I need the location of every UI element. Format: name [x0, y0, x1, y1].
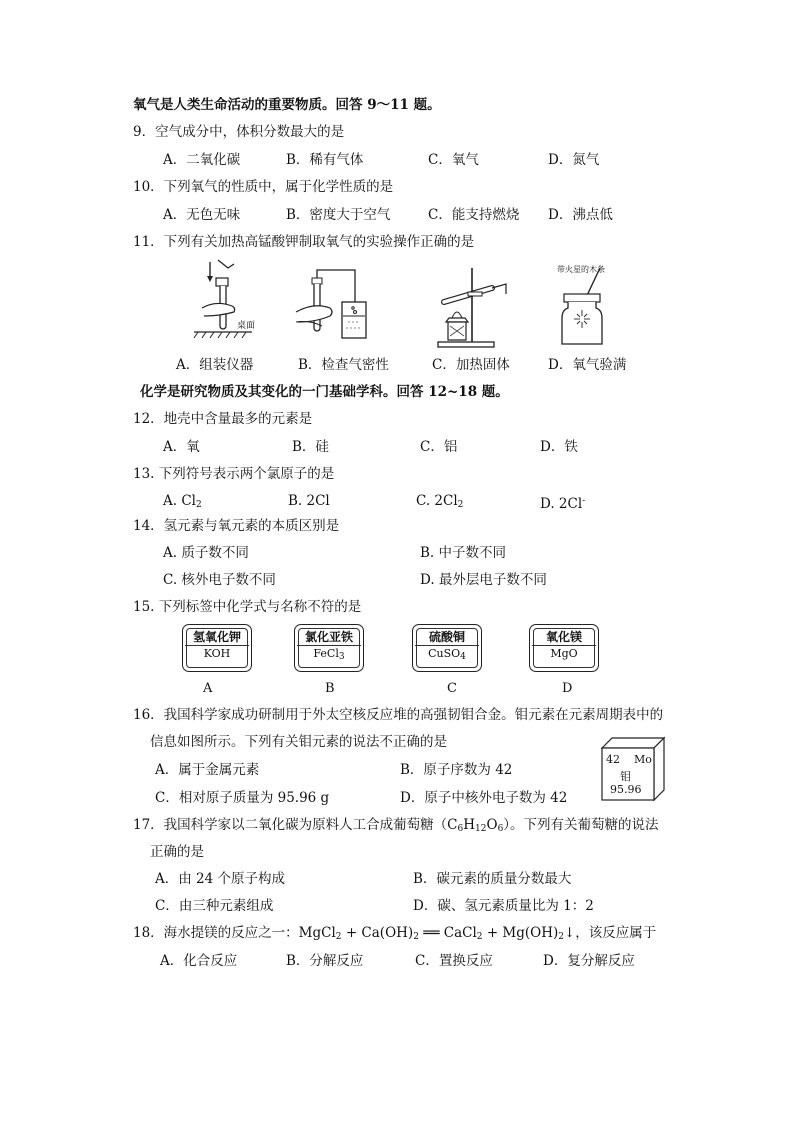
q18-option-d: D．复分解反应: [543, 953, 635, 969]
q14-option-a: A. 质子数不同: [163, 545, 249, 561]
section-intro-chemistry: 化学是研究物质及其变化的一门基础学科。回答 12~18 题。: [140, 384, 509, 400]
element-symbol: Mo: [634, 753, 652, 766]
q9-option-c: C．氧气: [428, 152, 479, 168]
q9-option-b: B．稀有气体: [286, 152, 364, 168]
question-16-stem-line1: 16．我国科学家成功研制用于外太空核反应堆的高强韧钼合金。钼元素在元素周期表中的: [133, 707, 664, 723]
question-12-stem: 12．地壳中含量最多的元素是: [133, 411, 313, 427]
q17-option-a: A．由 24 个原子构成: [155, 871, 286, 887]
reagent-label-d-name: 氧化镁: [545, 630, 582, 644]
q11-option-c: C．加热固体: [432, 357, 510, 373]
reagent-label-b: [294, 624, 364, 672]
q18-option-a: A．化合反应: [160, 953, 238, 969]
q16-option-a: A．属于金属元素: [155, 762, 260, 778]
figure-d-stick-label: 带火星的木条: [557, 265, 605, 274]
airtightness-check-figure: [288, 262, 368, 348]
q17-option-d: D．碳、氢元素质量比为 1：2: [413, 898, 594, 914]
q13-option-d: D. 2Cl-: [540, 496, 586, 512]
q11-option-a: A．组装仪器: [176, 357, 254, 373]
q10-option-b: B．密度大于空气: [286, 207, 391, 223]
section-intro-oxygen: 氧气是人类生命活动的重要物质。回答 9～11 题。: [133, 97, 441, 113]
q9-option-d: D．氮气: [548, 152, 600, 168]
q9-option-a: A．二氧化碳: [163, 152, 241, 168]
reagent-label-a-formula: KOH: [203, 647, 231, 660]
q17-option-c: C．由三种元素组成: [155, 898, 274, 914]
q10-option-d: D．沸点低: [548, 207, 613, 223]
apparatus-assembly-figure: [192, 256, 262, 348]
heating-solid-figure: [432, 264, 516, 350]
q16-option-b: B．原子序数为 42: [400, 762, 513, 778]
reagent-label-b-name: 氯化亚铁: [304, 630, 353, 644]
question-15-stem: 15. 下列标签中化学式与名称不符的是: [133, 599, 362, 615]
q12-option-a: A．氧: [163, 439, 200, 455]
question-16-stem-line2: 信息如图所示。下列有关钼元素的说法不正确的是: [150, 734, 447, 750]
reagent-label-a: [182, 624, 252, 672]
q13-option-c: C. $2Cl_2$: [416, 493, 464, 510]
q14-option-b: B. 中子数不同: [420, 545, 507, 561]
q11-option-b: B．检查气密性: [298, 357, 389, 373]
question-17-stem-line1: 17．我国科学家以二氧化碳为原料人工合成葡萄糖$(C_6H_{12}O_6)$。下列有关葡萄糖的说法: [133, 817, 659, 834]
q12-option-b: B．硅: [292, 439, 329, 455]
question-14-stem: 14．氢元素与氧元素的本质区别是: [133, 518, 340, 534]
question-18-stem: 18．海水提镁的反应之一：MgCl$_2$ + $Ca(OH)_2$ ══ CaCl$_2$ + $Mg(OH)_2↓$，该反应属于: [133, 925, 657, 942]
q18-option-b: B．分解反应: [286, 953, 364, 969]
q16-option-c: C．相对原子质量为 95.96 g: [155, 790, 330, 806]
question-9-stem: 9．空气成分中，体积分数最大的是: [133, 124, 345, 140]
figure-a-table-label: 桌面: [237, 321, 256, 331]
q10-option-c: C．能支持燃烧: [428, 207, 520, 223]
q13-option-b: B. 2Cl: [288, 493, 330, 509]
question-13-stem: 13. 下列符号表示两个氯原子的是: [133, 466, 335, 482]
element-atomic-number: 42: [606, 753, 620, 766]
reagent-label-d-formula: MgO: [550, 647, 578, 660]
q13-option-a: A. $Cl_2$: [163, 493, 202, 510]
reagent-label-c: [412, 624, 482, 672]
reagent-label-c-formula: CuSO$_4$: [428, 647, 466, 662]
label-letter-a: A: [203, 681, 213, 696]
q14-option-c: C. 核外电子数不同: [163, 572, 276, 588]
q12-option-d: D．铁: [540, 439, 578, 455]
question-17-stem-line2: 正确的是: [150, 844, 204, 860]
question-11-stem: 11．下列有关加热高锰酸钾制取氧气的实验操作正确的是: [133, 234, 475, 250]
q14-option-d: D. 最外层电子数不同: [420, 572, 547, 588]
label-letter-d: D: [562, 681, 573, 696]
question-10-stem: 10．下列氧气的性质中，属于化学性质的是: [133, 179, 394, 195]
reagent-label-a-name: 氢氧化钾: [192, 630, 241, 644]
reagent-label-c-name: 硫酸铜: [428, 630, 465, 644]
q18-option-c: C．置换反应: [415, 953, 493, 969]
element-name: 钼: [620, 770, 631, 783]
label-letter-c: C: [447, 681, 457, 696]
q16-option-d: D．原子中核外电子数为 42: [400, 790, 568, 806]
q11-option-d: D．氧气验满: [548, 357, 627, 373]
q12-option-c: C．铝: [420, 439, 458, 455]
label-letter-b: B: [325, 681, 335, 696]
q10-option-a: A．无色无味: [163, 207, 241, 223]
reagent-label-b-formula: FeCl$_3$: [313, 647, 345, 662]
element-atomic-mass: 95.96: [610, 783, 642, 796]
reagent-label-d: [529, 624, 599, 672]
oxygen-full-test-figure: [556, 266, 616, 350]
q17-option-b: B．碳元素的质量分数最大: [413, 871, 572, 887]
